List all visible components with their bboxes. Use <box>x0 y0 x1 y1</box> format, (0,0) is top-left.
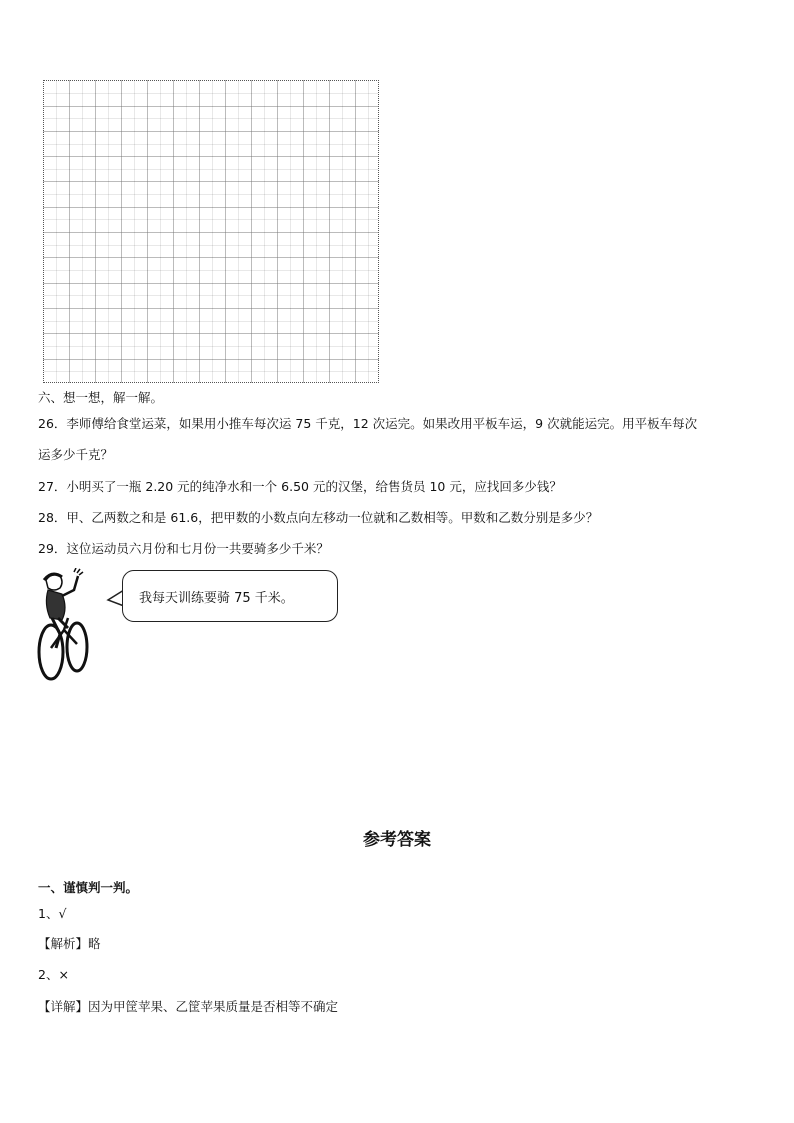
section-six-heading: 六、想一想，解一解。 <box>38 390 164 405</box>
question-27: 27．小明买了一瓶 2.20 元的纯净水和一个 6.50 元的汉堡，给售货员 10 元，应找回多少钱？ <box>38 479 562 494</box>
answer-section-one: 一、谨慎判一判。 <box>38 880 139 895</box>
answer-1-explanation: 【解析】略 <box>38 936 101 951</box>
cyclist-illustration <box>34 568 96 684</box>
writing-grid <box>43 80 379 383</box>
answers-title: 参考答案 <box>363 830 431 850</box>
question-26-line-2: 运多少千克？ <box>38 447 114 462</box>
question-26-line-1: 26．李师傅给食堂运菜，如果用小推车每次运 75 千克，12 次运完。如果改用平板车运，9 次就能运完。用平板车每次 <box>38 416 698 431</box>
question-28: 28．甲、乙两数之和是 61.6，把甲数的小数点向左移动一位就和乙数相等。甲数和乙数分别是多少？ <box>38 510 599 525</box>
question-29: 29．这位运动员六月份和七月份一共要骑多少千米？ <box>38 541 329 556</box>
answer-2-explanation: 【详解】因为甲筐苹果、乙筐苹果质量是否相等不确定 <box>38 999 339 1014</box>
speech-bubble-text: 我每天训练要骑 75 千米。 <box>139 591 294 606</box>
answer-2: 2、× <box>38 967 69 982</box>
speech-bubble <box>122 570 338 622</box>
answer-1: 1、√ <box>38 906 67 921</box>
